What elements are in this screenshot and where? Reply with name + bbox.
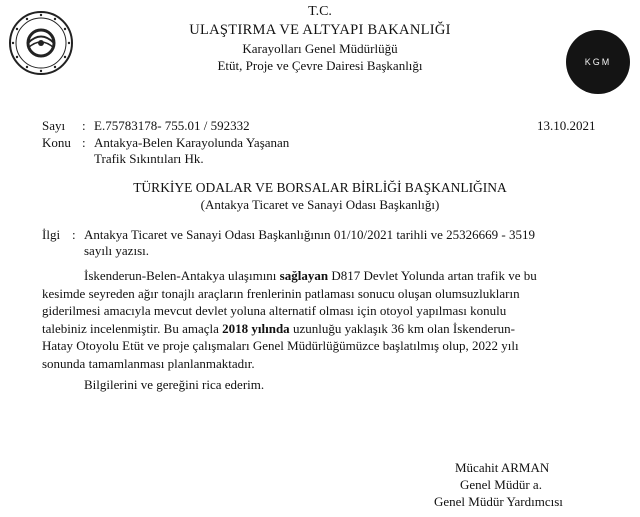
sayi-value: E.75783178- 755.01 / 592332 (94, 118, 250, 133)
ilgi-label: İlgi (42, 227, 61, 242)
konu-colon: : (82, 135, 86, 150)
konu-label: Konu (42, 135, 71, 150)
sayi-colon: : (82, 118, 86, 133)
body-line-1: İskenderun-Belen-Antakya ulaşımını sağlayan D817 Devlet Yolunda artan trafik ve bu (84, 268, 537, 283)
body-line-5: Hatay Otoyolu Etüt ve proje çalışmaları Genel Müdürlüğümüzce başlatılmış olup, 2022 yılı (42, 338, 519, 353)
ilgi-line-2: sayılı yazısı. (84, 243, 149, 258)
document-date: 13.10.2021 (537, 118, 596, 133)
sayi-label: Sayı (42, 118, 66, 133)
kgm-seal-icon (566, 30, 630, 94)
konu-line-1: Antakya-Belen Karayolunda Yaşanan (94, 135, 290, 150)
header-department: Etüt, Proje ve Çevre Dairesi Başkanlığı (217, 58, 423, 73)
recipient-line-1: TÜRKİYE ODALAR VE BORSALAR BİRLİĞİ BAŞKANLIĞINA (133, 180, 507, 195)
body-line-4: talebiniz incelenmiştir. Bu amaçla 2018 yılında uzunluğu yaklaşık 36 km olan İskenderun- (42, 320, 515, 336)
signature-title-1: Genel Müdür a. (460, 477, 542, 492)
konu-line-2: Trafik Sıkıntıları Hk. (94, 151, 204, 166)
closing-sentence: Bilgilerini ve gereğini rica ederim. (84, 377, 265, 392)
ministry-seal-icon (8, 10, 74, 76)
header-ministry: ULAŞTIRMA VE ALTYAPI BAKANLIĞI (189, 22, 451, 38)
ilgi-colon: : (72, 227, 76, 242)
signature-name: Mücahit ARMAN (455, 460, 550, 475)
body-paragraph (42, 267, 602, 372)
recipient-line-2: (Antakya Ticaret ve Sanayi Odası Başkanlığı) (200, 197, 440, 212)
header-directorate: Karayolları Genel Müdürlüğü (242, 41, 398, 56)
body-line-3: giderilmesi amacıyla mevcut devlet yoluna alternatif olması için otoyol yapılması konulu (42, 303, 507, 318)
body-line-6: sonunda tamamlanması planlanmaktadır. (42, 355, 255, 371)
ilgi-line-1: Antakya Ticaret ve Sanayi Odası Başkanlığının 01/10/2021 tarihli ve 25326669 - 3519 (84, 227, 535, 242)
kgm-seal-text: KGM (584, 57, 612, 67)
signature-title-2: Genel Müdür Yardımcısı (434, 494, 563, 509)
header-tc: T.C. (308, 4, 332, 19)
body-line-2: kesimde seyreden ağır tonajlı araçların frenlerinin patlaması sonucu oluşan olumsuzlukların (42, 285, 520, 301)
